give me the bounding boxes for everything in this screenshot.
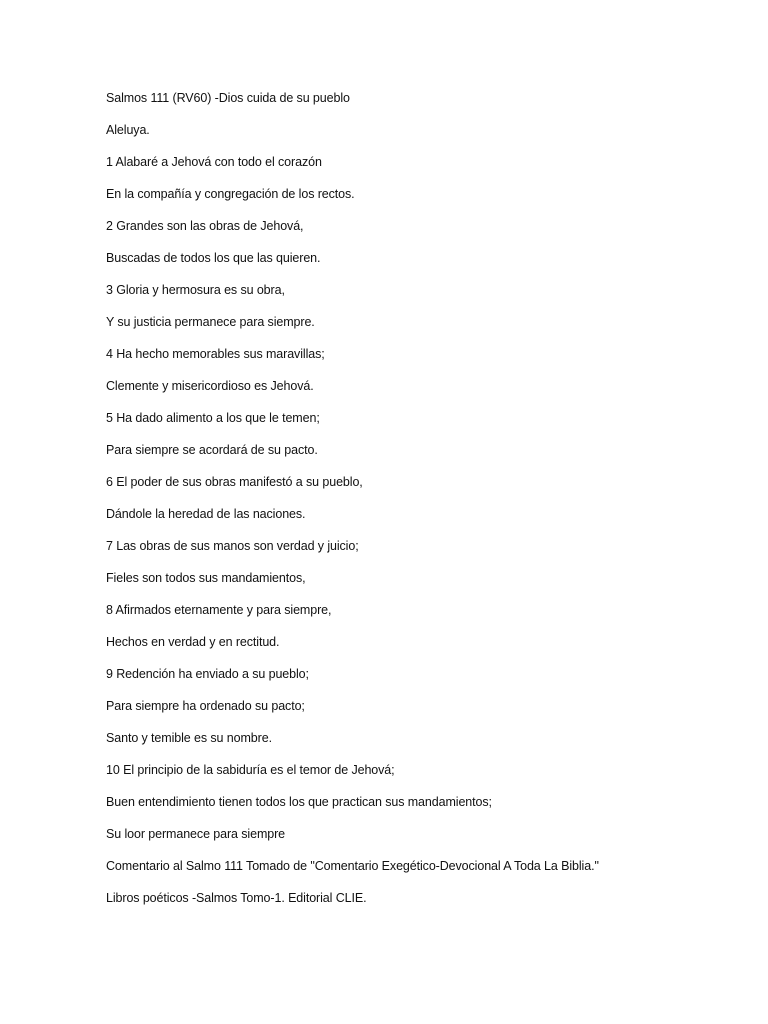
verse-line: Y su justicia permanece para siempre. — [106, 315, 315, 329]
verse-line: Su loor permanece para siempre — [106, 827, 286, 841]
verse-line: Hechos en verdad y en rectitud. — [106, 635, 280, 649]
verse-line: 8 Afirmados eternamente y para siempre, — [106, 603, 332, 617]
verse-line: Clemente y misericordioso es Jehová. — [106, 379, 314, 393]
source-credit-line: Libros poéticos -Salmos Tomo-1. Editorial CLIE. — [106, 891, 367, 905]
document-title: Salmos 111 (RV60) -Dios cuida de su pueblo — [106, 91, 350, 105]
verse-line: 4 Ha hecho memorables sus maravillas; — [106, 347, 325, 361]
verse-line: 1 Alabaré a Jehová con todo el corazón — [106, 155, 322, 169]
verse-line: Para siempre ha ordenado su pacto; — [106, 699, 305, 713]
verse-line: En la compañía y congregación de los rectos. — [106, 187, 355, 201]
verse-line: Santo y temible es su nombre. — [106, 731, 272, 745]
verse-line: Dándole la heredad de las naciones. — [106, 507, 306, 521]
verse-line: 3 Gloria y hermosura es su obra, — [106, 283, 285, 297]
verse-line: 10 El principio de la sabiduría es el temor de Jehová; — [106, 763, 395, 777]
verse-line: 5 Ha dado alimento a los que le temen; — [106, 411, 320, 425]
verse-line: Buscadas de todos los que las quieren. — [106, 251, 321, 265]
source-credit-line: Comentario al Salmo 111 Tomado de "Comentario Exegético-Devocional A Toda La Biblia." — [106, 859, 599, 873]
verse-line: 9 Redención ha enviado a su pueblo; — [106, 667, 309, 681]
verse-line: 7 Las obras de sus manos son verdad y juicio; — [106, 539, 359, 553]
verse-line: 6 El poder de sus obras manifestó a su pueblo, — [106, 475, 363, 489]
verse-line: 2 Grandes son las obras de Jehová, — [106, 219, 304, 233]
verse-line: Buen entendimiento tienen todos los que practican sus mandamientos; — [106, 795, 492, 809]
verse-line: Fieles son todos sus mandamientos, — [106, 571, 306, 585]
verse-line: Para siempre se acordará de su pacto. — [106, 443, 318, 457]
text-line: Aleluya. — [106, 123, 150, 137]
document-body — [106, 88, 746, 920]
